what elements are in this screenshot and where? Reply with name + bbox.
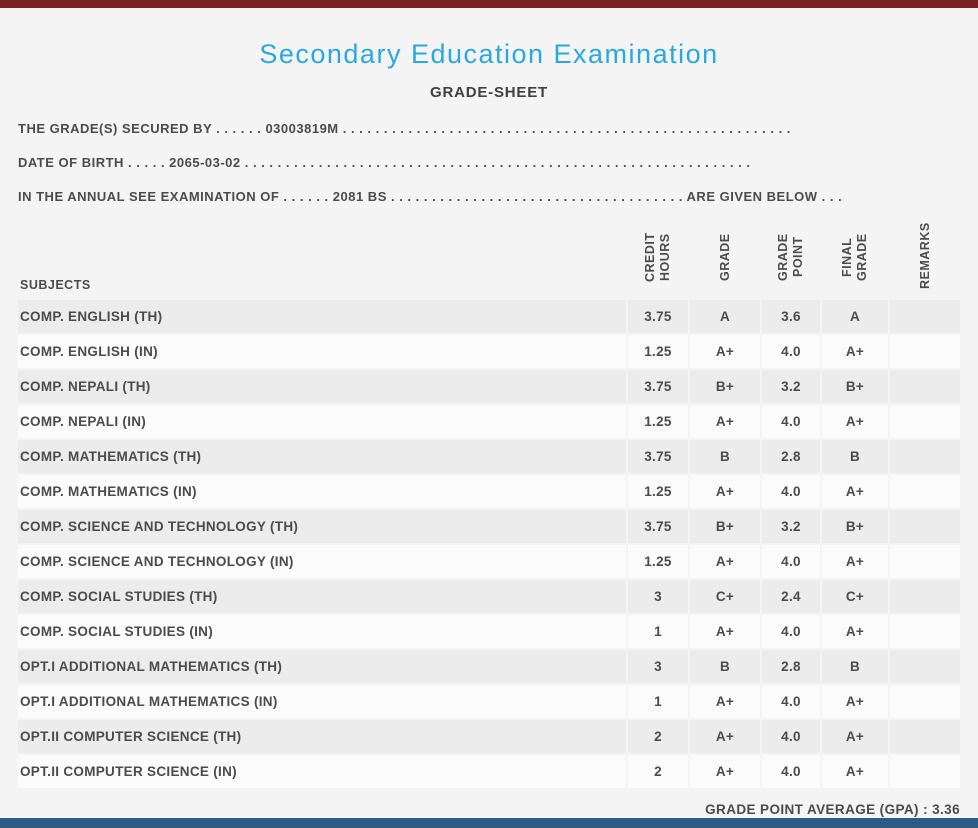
grade-cell: C+ <box>690 580 760 613</box>
grade-cell: B+ <box>690 510 760 543</box>
grade-point-cell: 3.2 <box>762 370 820 403</box>
final-grade-cell: A <box>822 300 888 333</box>
grade-cell: A+ <box>690 685 760 718</box>
grade-point-cell: 4.0 <box>762 615 820 648</box>
gpa-summary: GRADE POINT AVERAGE (GPA) : 3.36 <box>705 802 960 818</box>
grade-point-cell: 4.0 <box>762 545 820 578</box>
grade-point-cell: 4.0 <box>762 405 820 438</box>
top-accent-bar <box>0 0 978 8</box>
remarks-cell <box>890 580 960 613</box>
credit-hours-cell: 3 <box>628 650 688 683</box>
subject-cell: COMP. SCIENCE AND TECHNOLOGY (TH) <box>18 510 626 543</box>
column-header-final-grade <box>822 225 888 298</box>
credit-hours-cell: 1.25 <box>628 545 688 578</box>
grade-point-cell: 3.2 <box>762 510 820 543</box>
grade-cell: A+ <box>690 475 760 508</box>
column-header-credit-hours <box>628 225 688 298</box>
final-grade-cell: A+ <box>822 335 888 368</box>
remarks-cell <box>890 615 960 648</box>
column-header-grade-point <box>762 225 820 298</box>
final-grade-label: FINAL GRADE <box>840 233 869 282</box>
grade-sheet-subtitle: GRADE-SHEET <box>430 84 548 102</box>
subject-cell: OPT.I ADDITIONAL MATHEMATICS (TH) <box>18 650 626 683</box>
final-grade-cell: A+ <box>822 685 888 718</box>
remarks-label: REMARKS <box>917 222 932 290</box>
final-grade-cell: A+ <box>822 755 888 788</box>
final-grade-cell: C+ <box>822 580 888 613</box>
table-row <box>18 755 960 788</box>
grade-point-cell: 4.0 <box>762 685 820 718</box>
remarks-cell <box>890 440 960 473</box>
credit-hours-cell: 1.25 <box>628 405 688 438</box>
remarks-cell <box>890 510 960 543</box>
table-row <box>18 650 960 683</box>
table-row <box>18 405 960 438</box>
subject-cell: COMP. SOCIAL STUDIES (IN) <box>18 615 626 648</box>
subject-cell: COMP. NEPALI (TH) <box>18 370 626 403</box>
subject-cell: COMP. MATHEMATICS (TH) <box>18 440 626 473</box>
remarks-cell <box>890 755 960 788</box>
credit-hours-cell: 1.25 <box>628 475 688 508</box>
grade-point-cell: 3.6 <box>762 300 820 333</box>
remarks-cell <box>890 545 960 578</box>
grade-point-cell: 4.0 <box>762 755 820 788</box>
subject-cell: COMP. NEPALI (IN) <box>18 405 626 438</box>
credit-hours-cell: 2 <box>628 720 688 753</box>
grade-table <box>16 223 962 790</box>
grade-cell: B <box>690 440 760 473</box>
subject-cell: COMP. ENGLISH (IN) <box>18 335 626 368</box>
info-line-secured-by: THE GRADE(S) SECURED BY . . . . . . 03003819M . . . . . . . . . . . . . . . . . . . . . . . . . . . . . . . . . . . . . . . . . . . . . . . . . . . . . . . <box>18 121 791 137</box>
grade-point-cell: 2.4 <box>762 580 820 613</box>
remarks-cell <box>890 685 960 718</box>
grade-point-cell: 4.0 <box>762 335 820 368</box>
table-row <box>18 545 960 578</box>
info-line-date-of-birth: DATE OF BIRTH . . . . . 2065-03-02 . . . . . . . . . . . . . . . . . . . . . . . . . . . . . . . . . . . . . . . . . . . . . . . . . . . . . . . . . . . . . . <box>18 155 751 171</box>
table-row <box>18 370 960 403</box>
grade-point-cell: 2.8 <box>762 650 820 683</box>
credit-hours-cell: 3.75 <box>628 300 688 333</box>
grade-cell: B+ <box>690 370 760 403</box>
table-row <box>18 615 960 648</box>
credit-hours-label: CREDIT HOURS <box>643 232 672 283</box>
final-grade-cell: A+ <box>822 405 888 438</box>
final-grade-cell: A+ <box>822 720 888 753</box>
page-title: Secondary Education Examination <box>259 39 719 69</box>
remarks-cell <box>890 405 960 438</box>
remarks-cell <box>890 300 960 333</box>
remarks-cell <box>890 335 960 368</box>
remarks-cell <box>890 720 960 753</box>
grade-point-label: GRADE POINT <box>776 233 805 282</box>
grade-label: GRADE <box>717 233 732 282</box>
remarks-cell <box>890 370 960 403</box>
final-grade-cell: A+ <box>822 615 888 648</box>
credit-hours-cell: 1 <box>628 615 688 648</box>
credit-hours-cell: 3 <box>628 580 688 613</box>
grade-cell: A <box>690 300 760 333</box>
table-row <box>18 300 960 333</box>
credit-hours-cell: 1 <box>628 685 688 718</box>
grade-cell: A+ <box>690 720 760 753</box>
table-row <box>18 580 960 613</box>
table-row <box>18 510 960 543</box>
final-grade-cell: A+ <box>822 475 888 508</box>
subject-cell: OPT.II COMPUTER SCIENCE (TH) <box>18 720 626 753</box>
table-row <box>18 335 960 368</box>
credit-hours-cell: 3.75 <box>628 370 688 403</box>
info-line-examination: IN THE ANNUAL SEE EXAMINATION OF . . . . . . 2081 BS . . . . . . . . . . . . . . . . . . . . . . . . . . . . . . . . . . . . ARE GIVEN BELOW . . . <box>18 189 843 205</box>
grade-cell: A+ <box>690 335 760 368</box>
candidate-info <box>18 121 960 204</box>
grade-cell: B <box>690 650 760 683</box>
grade-point-cell: 4.0 <box>762 720 820 753</box>
final-grade-cell: A+ <box>822 545 888 578</box>
grade-point-cell: 4.0 <box>762 475 820 508</box>
subject-cell: COMP. SCIENCE AND TECHNOLOGY (IN) <box>18 545 626 578</box>
grade-point-cell: 2.8 <box>762 440 820 473</box>
credit-hours-cell: 2 <box>628 755 688 788</box>
grade-cell: A+ <box>690 545 760 578</box>
subject-cell: OPT.I ADDITIONAL MATHEMATICS (IN) <box>18 685 626 718</box>
column-header-remarks <box>890 222 960 298</box>
remarks-cell <box>890 475 960 508</box>
final-grade-cell: B <box>822 440 888 473</box>
subject-cell: COMP. SOCIAL STUDIES (TH) <box>18 580 626 613</box>
final-grade-cell: B+ <box>822 510 888 543</box>
final-grade-cell: B <box>822 650 888 683</box>
subject-cell: COMP. MATHEMATICS (IN) <box>18 475 626 508</box>
subject-cell: OPT.II COMPUTER SCIENCE (IN) <box>18 755 626 788</box>
credit-hours-cell: 1.25 <box>628 335 688 368</box>
bottom-accent-bar <box>0 818 978 828</box>
table-row <box>18 440 960 473</box>
grade-cell: A+ <box>690 405 760 438</box>
table-row <box>18 685 960 718</box>
final-grade-cell: B+ <box>822 370 888 403</box>
credit-hours-cell: 3.75 <box>628 440 688 473</box>
grade-cell: A+ <box>690 755 760 788</box>
column-header-grade <box>690 225 760 298</box>
remarks-cell <box>890 650 960 683</box>
credit-hours-cell: 3.75 <box>628 510 688 543</box>
subject-cell: COMP. ENGLISH (TH) <box>18 300 626 333</box>
table-row <box>18 720 960 753</box>
table-row <box>18 475 960 508</box>
column-header-subjects: SUBJECTS <box>20 278 91 293</box>
table-header-row <box>18 225 960 298</box>
grade-cell: A+ <box>690 615 760 648</box>
